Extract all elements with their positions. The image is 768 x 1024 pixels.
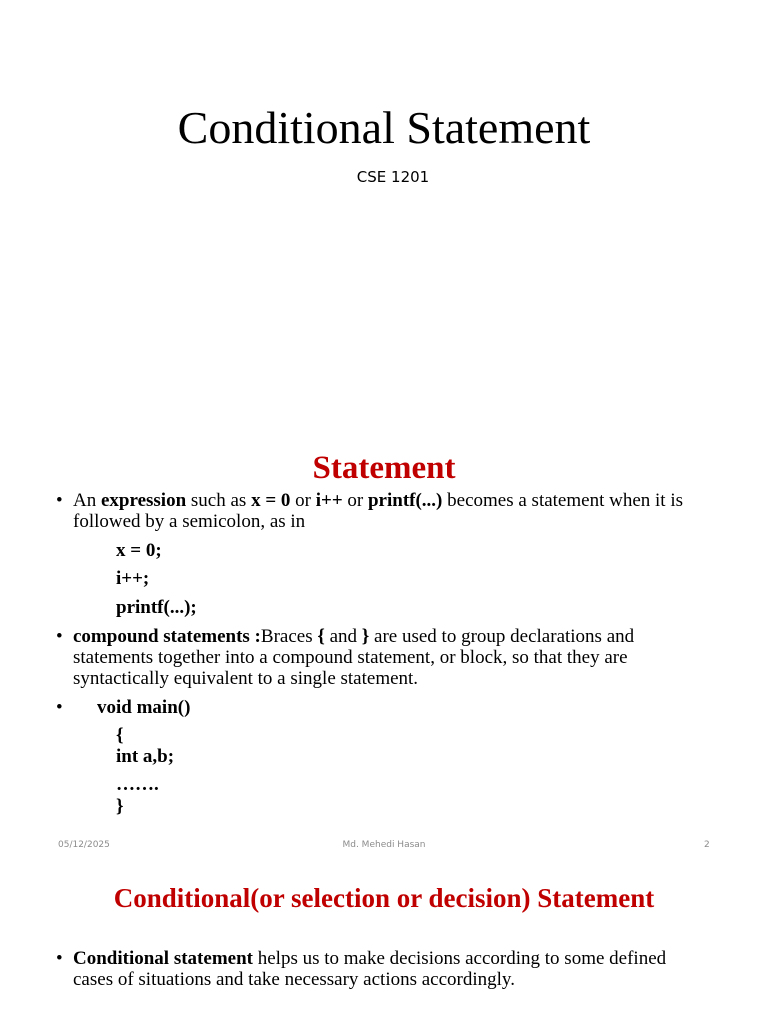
footer-date: 05/12/2025 <box>58 840 110 850</box>
slide-heading: Statement <box>312 450 456 486</box>
code-line: i++; <box>116 568 150 589</box>
bullet-dot-icon: • <box>56 948 63 969</box>
statement-slide <box>0 430 768 862</box>
code-line: int a,b; <box>116 746 175 767</box>
title-slide <box>0 0 768 430</box>
bullet-text: An expression such as x = 0 or i++ or printf(...) becomes a statement when it is followed by a semicolon, as in <box>73 490 683 532</box>
bullet-dot-icon: • <box>56 626 63 647</box>
slide-title: Conditional Statement <box>177 102 591 153</box>
code-keyword: void main() <box>97 697 191 718</box>
bullet-text: compound statements :Braces { and } are used to group declarations and statements together into a compound statement, or block, so that they are syntactically equivalent to a single statement. <box>73 626 635 689</box>
code-line: } <box>116 796 124 817</box>
bullet-text: Conditional statement helps us to make decisions according to some defined cases of situations and take necessary actions accordingly. <box>73 948 667 990</box>
footer-author: Md. Mehedi Hasan <box>342 840 426 850</box>
slide-subtitle: CSE 1201 <box>356 168 430 186</box>
conditional-statement-slide <box>0 862 768 1024</box>
code-line: ……. <box>116 774 159 795</box>
bullet-dot-icon: • <box>56 490 63 511</box>
footer-page-number: 2 <box>704 840 710 850</box>
bullet-expression <box>56 490 706 532</box>
code-line: { <box>116 725 124 746</box>
bullet-compound-statements <box>56 626 706 689</box>
code-line: printf(...); <box>116 597 197 618</box>
code-line: x = 0; <box>116 540 162 561</box>
bullet-conditional-statement <box>56 948 706 990</box>
slide-heading: Conditional(or selection or decision) Statement <box>113 883 655 913</box>
bullet-dot-icon: • <box>56 697 63 718</box>
